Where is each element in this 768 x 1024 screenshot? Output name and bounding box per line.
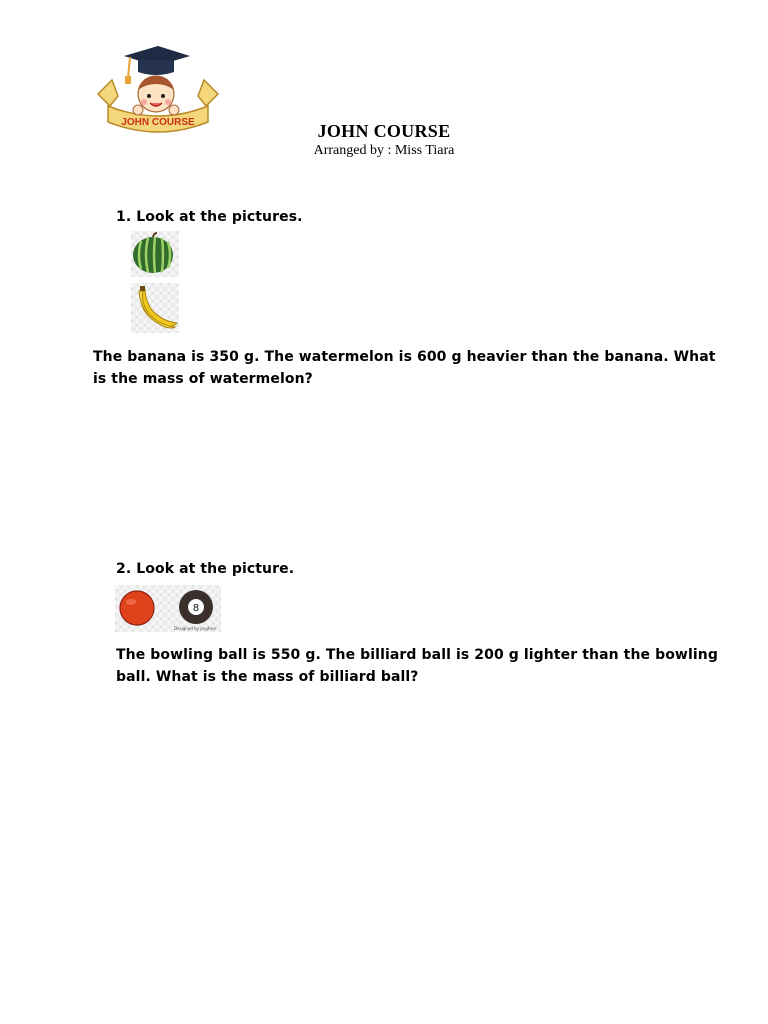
- billiard-number: 8: [192, 603, 200, 614]
- image-watermark: Designed by pngtree: [174, 626, 216, 631]
- question-2-text: The bowling ball is 550 g. The billiard ball is 200 g lighter than the bowling ball. What is the mass of billiard ball?: [116, 647, 718, 685]
- svg-text:JOHN COURSE: JOHN COURSE: [121, 117, 195, 128]
- billiard-ball-icon: [179, 590, 213, 624]
- question-1-text: The banana is 350 g. The watermelon is 600 g heavier than the banana. What is the mass of watermelon?: [93, 349, 716, 387]
- page-title: JOHN COURSE: [317, 121, 451, 141]
- bowling-ball-icon: [120, 591, 154, 625]
- question-2-heading: 2. Look at the picture.: [116, 561, 295, 577]
- balls-image: [115, 585, 221, 632]
- banana-icon: [131, 283, 179, 333]
- watermelon-icon: [131, 231, 179, 277]
- question-1-heading: 1. Look at the pictures.: [116, 209, 303, 225]
- page-subtitle: Arranged by : Miss Tiara: [313, 143, 455, 158]
